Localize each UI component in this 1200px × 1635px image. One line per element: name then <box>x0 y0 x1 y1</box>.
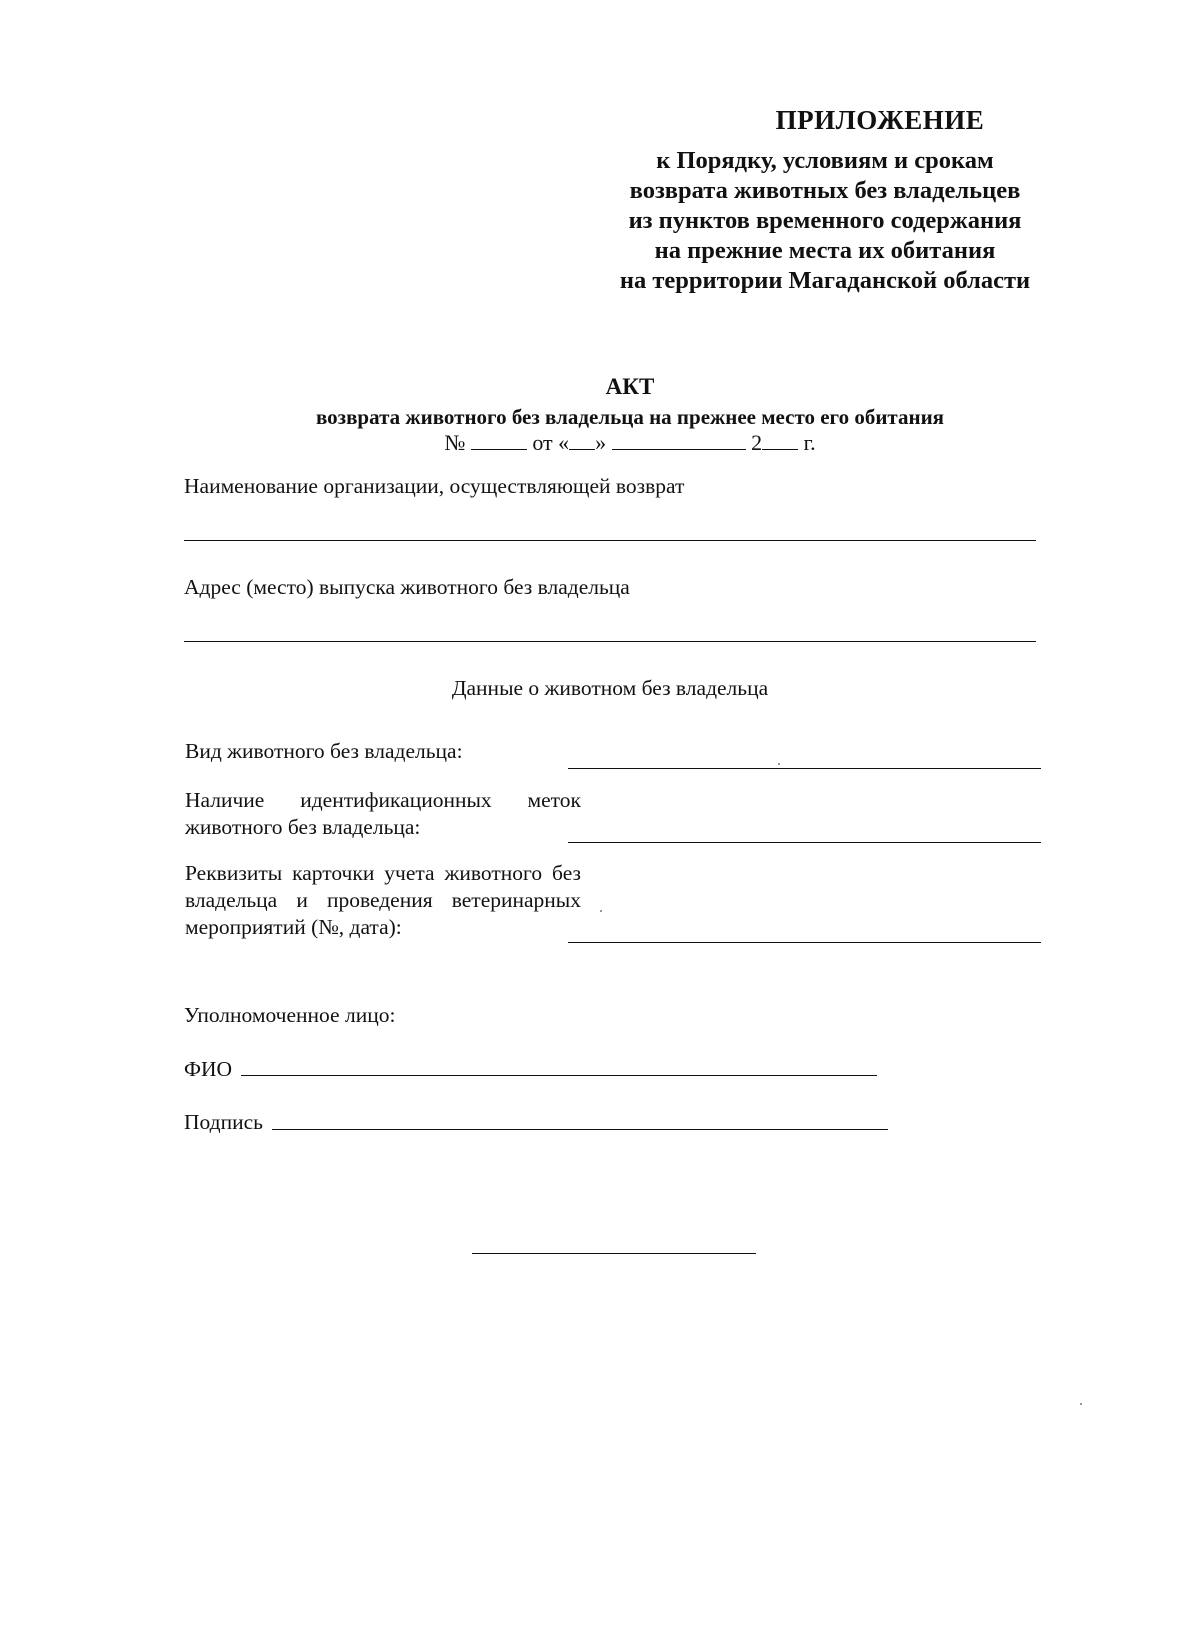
full-name-field-line[interactable] <box>241 1075 877 1076</box>
number-sign: № <box>444 430 466 455</box>
card-details-field-line[interactable] <box>568 942 1041 943</box>
act-subtitle: возврата животного без владельца на прежнее место его обитания <box>315 405 945 429</box>
appendix-line: возврата животных без владельцев <box>629 177 1021 204</box>
from-label: от « <box>532 430 570 455</box>
full-name-label: ФИО <box>184 1057 233 1081</box>
card-details-label: Реквизиты карточки учета животного без владельца и проведения ветеринарных мероприятий (№, дата): <box>185 861 581 939</box>
act-month-blank[interactable] <box>612 429 746 450</box>
act-year-blank[interactable] <box>762 429 798 450</box>
scan-speck <box>778 763 780 765</box>
appendix-reference <box>575 146 1075 296</box>
scan-speck <box>600 910 602 912</box>
id-tags-label: Наличие идентификационных меток животного без владельца: <box>185 788 581 839</box>
closing-separator <box>472 1253 756 1254</box>
organization-label: Наименование организации, осуществляющей возврат <box>184 474 685 498</box>
release-address-field-line[interactable] <box>184 641 1036 642</box>
signature-label: Подпись <box>184 1110 263 1134</box>
act-day-blank[interactable] <box>569 429 595 450</box>
appendix-title: ПРИЛОЖЕНИЕ <box>775 105 985 135</box>
signature-field-line[interactable] <box>272 1129 888 1130</box>
act-number-line <box>0 429 1200 456</box>
appendix-line: на территории Магаданской области <box>619 267 1031 294</box>
id-tags-field-line[interactable] <box>568 842 1041 843</box>
animal-data-heading: Данные о животном без владельца <box>451 676 769 700</box>
scan-speck <box>1080 1403 1082 1405</box>
appendix-line: на прежние места их обитания <box>654 237 996 264</box>
organization-field-line[interactable] <box>184 540 1036 541</box>
appendix-line: к Порядку, условиям и срокам <box>656 147 994 174</box>
authorized-person-heading: Уполномоченное лицо: <box>184 1003 396 1027</box>
year-suffix: г. <box>803 430 816 455</box>
species-label: Вид животного без владельца: <box>185 739 463 763</box>
act-number-blank[interactable] <box>471 429 527 450</box>
release-address-label: Адрес (место) выпуска животного без владельца <box>184 575 630 599</box>
act-title: АКТ <box>605 374 655 399</box>
year-prefix: 2 <box>751 430 763 455</box>
species-field-line[interactable] <box>568 768 1041 769</box>
appendix-line: из пунктов временного содержания <box>628 207 1022 234</box>
quote-close: » <box>595 430 607 455</box>
